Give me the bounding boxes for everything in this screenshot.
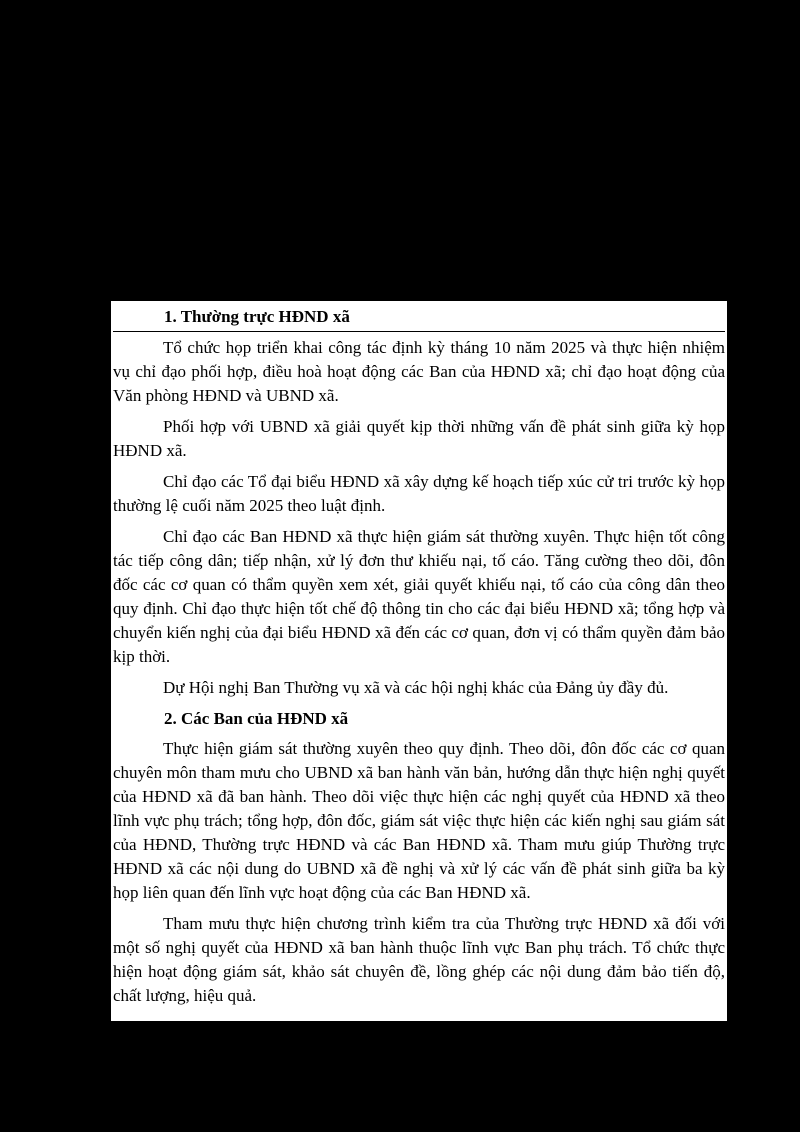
section-2-paragraph-2: Tham mưu thực hiện chương trình kiểm tra của Thường trực HĐND xã đối với một số nghị quyết của HĐND xã ban hành thuộc lĩnh vực Ban phụ trách. Tổ chức thực hiện hoạt động giám sát, khảo sát chuyên đề, lồng ghép các nội dung đảm bảo tiến độ, chất lượng, hiệu quả. bbox=[113, 914, 725, 1005]
section-2-heading: 2. Các Ban của HĐND xã bbox=[164, 709, 349, 728]
document-page bbox=[111, 301, 727, 1021]
section-1-body bbox=[113, 332, 725, 700]
section-2-paragraph-1: Thực hiện giám sát thường xuyên theo quy định. Theo dõi, đôn đốc các cơ quan chuyên môn tham mưu cho UBND xã ban hành văn bản, hướng dẫn thực hiện nghị quyết của HĐND xã đã ban hành. Theo dõi việc thực hiện các nghị quyết của HĐND xã theo lĩnh vực phụ trách; tổng hợp, đôn đốc, giám sát việc thực hiện các kiến nghị sau giám sát của HĐND, Thường trực HĐND và các Ban HĐND xã. Tham mưu giúp Thường trực HĐND xã các nội dung do UBND xã đề nghị và xử lý các vấn đề phát sinh giữa ba kỳ họp liên quan đến lĩnh vực hoạt động của các Ban HĐND xã. bbox=[113, 739, 725, 902]
section-1-heading: 1. Thường trực HĐND xã bbox=[164, 307, 350, 326]
section-1-paragraph-5: Dự Hội nghị Ban Thường vụ xã và các hội nghị khác của Đảng ủy đầy đủ. bbox=[163, 678, 669, 697]
section-1-paragraph-2: Phối hợp với UBND xã giải quyết kịp thời những vấn đề phát sinh giữa kỳ họp HĐND xã. bbox=[113, 417, 725, 460]
section-1-paragraph-3: Chỉ đạo các Tổ đại biểu HĐND xã xây dựng kế hoạch tiếp xúc cử tri trước kỳ họp thường lệ cuối năm 2025 theo luật định. bbox=[113, 472, 725, 515]
section-1-paragraph-1: Tổ chức họp triển khai công tác định kỳ tháng 10 năm 2025 và thực hiện nhiệm vụ chỉ đạo phối hợp, điều hoà hoạt động các Ban của HĐND xã; chỉ đạo hoạt động của Văn phòng HĐND và UBND xã. bbox=[113, 338, 725, 405]
section-2-body bbox=[113, 737, 725, 1008]
section-1-paragraph-4: Chỉ đạo các Ban HĐND xã thực hiện giám sát thường xuyên. Thực hiện tốt công tác tiếp công dân; tiếp nhận, xử lý đơn thư khiếu nại, tố cáo. Tăng cường theo dõi, đôn đốc các cơ quan có thẩm quyền xem xét, giải quyết khiếu nại, tố cáo của công dân theo quy định. Chỉ đạo thực hiện tốt chế độ thông tin cho các đại biểu HĐND xã; tổng hợp và chuyển kiến nghị của đại biểu HĐND xã đến các cơ quan, đơn vị có thẩm quyền đảm bảo kịp thời. bbox=[113, 527, 725, 666]
section-1-heading-row bbox=[113, 301, 725, 332]
